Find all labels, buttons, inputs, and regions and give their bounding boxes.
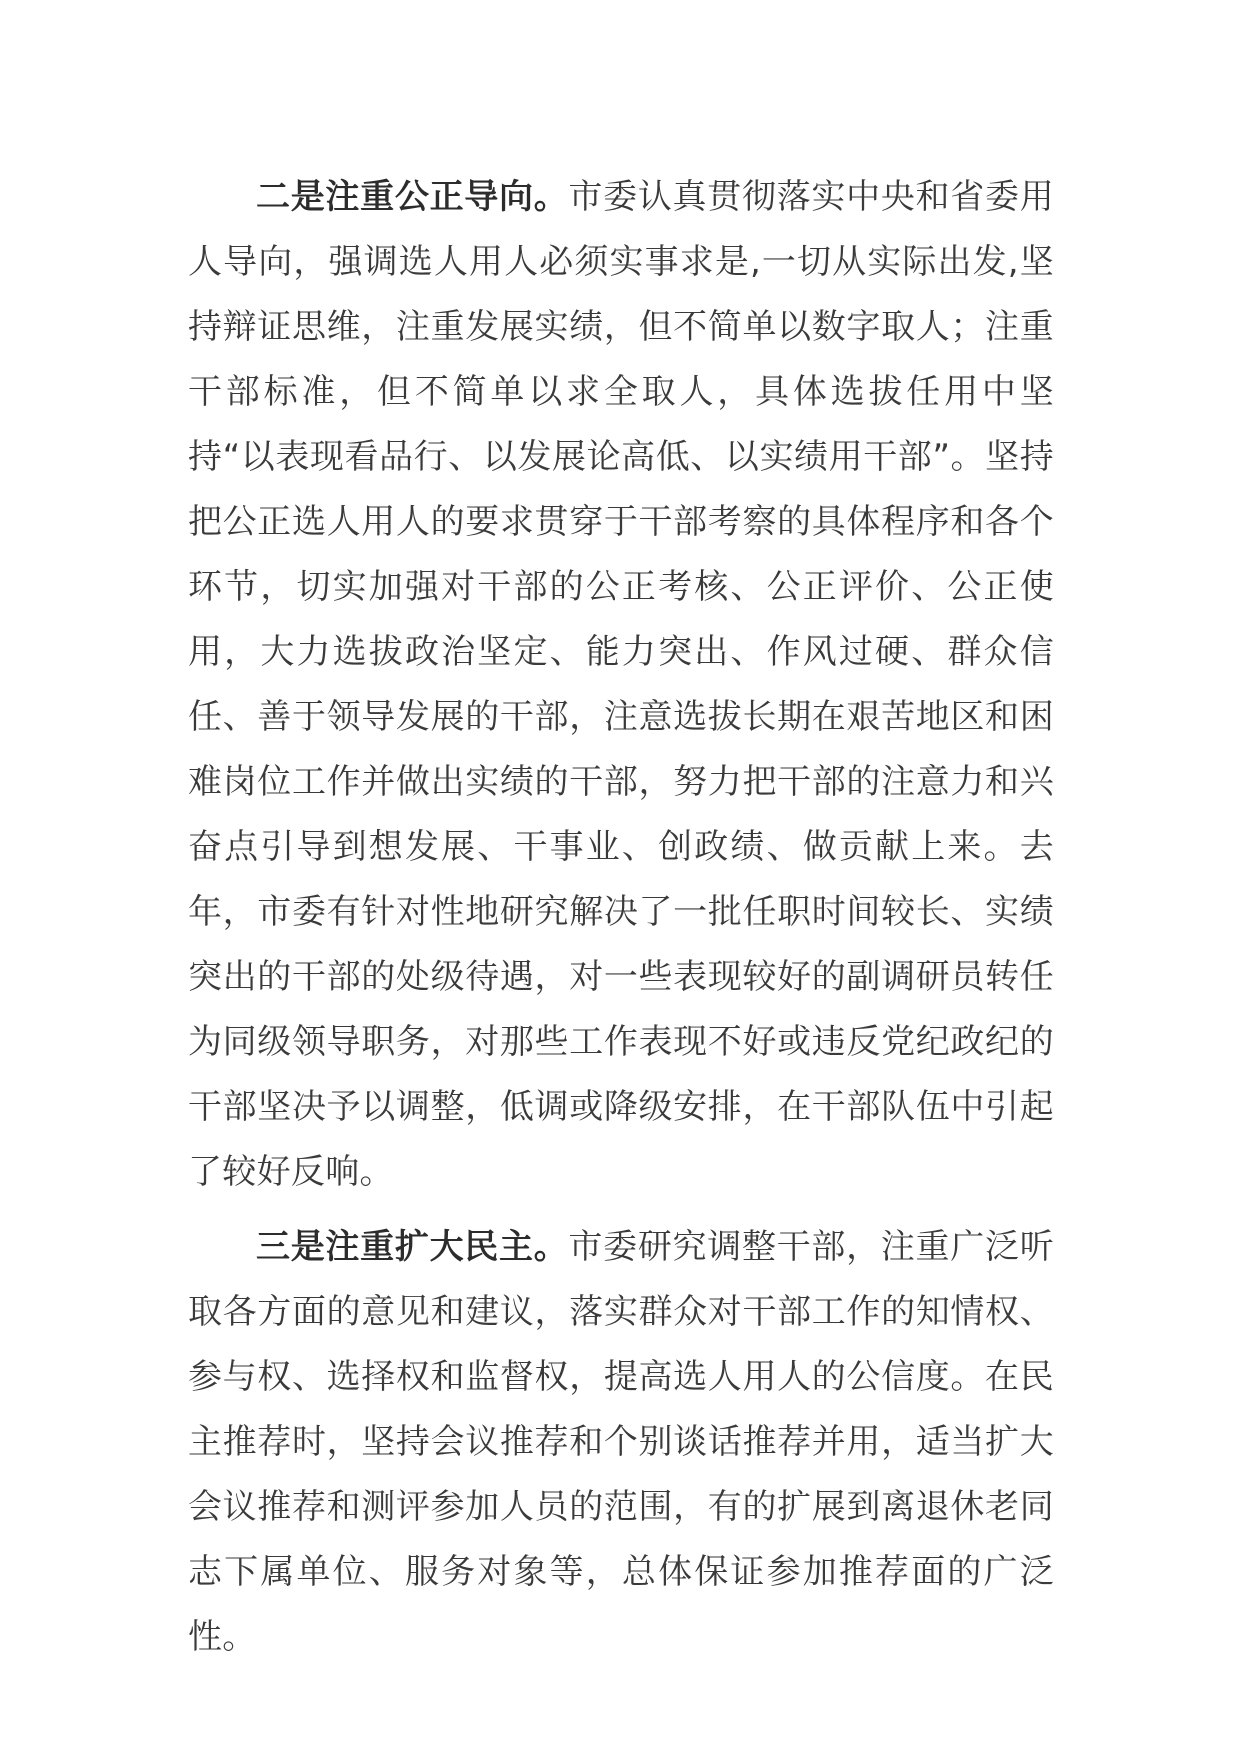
paragraph-text: 市委研究调整干部，注重广泛听取各方面的意见和建议，落实群众对干部工作的知情权、参与权、选择权和监督权，提高选人用人的公信度。在民主推荐时，坚持会议推荐和个别谈话推荐并用，适当扩大会议推荐和测评参加人员的范围，有的扩展到离退休老同志下属单位、服务对象等，总体保证参加推荐面的广泛性。 [188,1227,1054,1657]
paragraph-expand-democracy [188,1215,1054,1670]
paragraph-text: 市委认真贯彻落实中央和省委用人导向，强调选人用人必须实事求是,一切从实际出发,坚持辩证思维，注重发展实绩，但不简单以数字取人；注重干部标准，但不简单以求全取人，具体选拔任用中坚持“以表现看品行、以发展论高低、以实绩用干部”。坚持把公正选人用人的要求贯穿于干部考察的具体程序和各个环节，切实加强对干部的公正考核、公正评价、公正使用，大力选拔政治坚定、能力突出、作风过硬、群众信任、善于领导发展的干部，注意选拔长期在艰苦地区和困难岗位工作并做出实绩的干部，努力把干部的注意力和兴奋点引导到想发展、干事业、创政绩、做贡献上来。去年，市委有针对性地研究解决了一批任职时间较长、实绩突出的干部的处级待遇，对一些表现较好的副调研员转任为同级领导职务，对那些工作表现不好或违反党纪政纪的干部坚决予以调整，低调或降级安排，在干部队伍中引起了较好反响。 [188,177,1054,1192]
paragraph-heading: 三是注重扩大民主。 [256,1227,569,1267]
paragraph-fair-orientation [188,165,1054,1205]
paragraph-heading: 二是注重公正导向。 [256,177,569,217]
document-body [188,165,1054,1680]
